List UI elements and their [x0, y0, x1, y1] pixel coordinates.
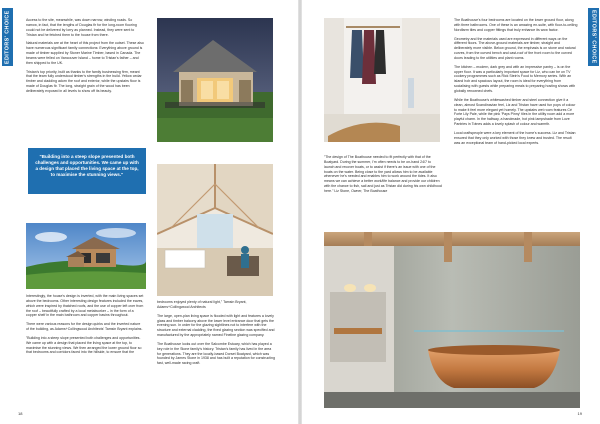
right-col3-text [454, 18, 578, 149]
left-col1-top-text [26, 18, 144, 98]
pull-quote: "Building into a steep slope presented both challenges and opportunities. We came up with a design that placed the living space at the top, to maximise the stunning views." [28, 148, 146, 194]
paragraph: While the Boathouse's whitewashed timber and steel connection give it a clean, almost Scandinavian feel, Liz and Tristan have used fun pops of colour to make it feel more elegant yet homely. The upstairs wet room features Cé Forte Lily Pale, while the pink 'Pays Pinny' tiles in the utility room add a more playful charm. In the hallway, a handmade, hot pink lampshade from Love Pantries in Totnes adds a lovely splash of colour and warmth. [454, 97, 576, 127]
house-dusk-illustration [157, 18, 273, 142]
section-tab-left [0, 0, 14, 424]
paragraph: Local craftspeople were a key element of the home's success. Liz and Tristan ensured that they only worked with those they knew and trusted. The result was an exceptional team of hand-picked local experts. [454, 130, 576, 145]
page-number-left: 18 [18, 411, 23, 416]
section-tab-label: EDITORS' CHOICE [4, 10, 11, 64]
left-col1-bottom-text [26, 294, 144, 359]
paragraph: The Boathouse looks out over the Salcombe Estuary, which has played a key role in the Stone family's history. Tristan's family has lived in the area for generations. They are the locally-based Dorset Boatyard, which was founded by James Stone in 1938 and has built a reputation for constructing fast, well-made racing craft. [157, 341, 275, 366]
page-number-right: 19 [577, 411, 582, 416]
paragraph: Access to the site, meanwhile, was down narrow, winding roads. So narrow, in fact, that the lengths of Douglas fir for the long-room flooring could not be delivered by lorry as planned. Instead, they were sent to Tristan and he fetched them to the house from there. [26, 18, 137, 37]
paragraph: The kitchen – modern, dark grey and with an impressive pantry – is on the upper floor. It was a particularly important space for Liz, who can be on TV cookery programmes such as Rick Stein's Food to Memory series. With an island hob and spacious layout, the room is ideal for everything from socialising with guests while preparing meals to preparing hosting shows with globally renowned chefs. [454, 64, 576, 93]
paragraph: Natural materials are at the heart of this project from the outset. These also have numerous significant family connections: Everything above ground is made of timber supplied by Stoner Marine Timber, based in Canada. The beams were felled on Vancouver Island – home to Tristan's father – and then shipped to the UK. [26, 41, 144, 65]
paragraph: bedrooms enjoyed plenty of natural light," Tamsin Bryant, Adams+Collingwood Architects [157, 300, 247, 309]
section-tab-right [586, 0, 600, 424]
hallway-coats-illustration [324, 18, 440, 142]
paragraph: Geometry and the materials used are expressed in different ways on the different floors. The above-ground materials are timber, straight and deliberately more visible. Below ground, the emphasis is on stone and natural curves, from the curved bench and cast-roof of the front room to the curved doors leading to the utilities and plant rooms. [454, 36, 576, 60]
hallway-coats-photo [324, 18, 440, 142]
bathroom-illustration [324, 232, 580, 408]
right-page [302, 0, 600, 424]
interior-living-photo [157, 164, 273, 296]
exterior-house-photo [26, 223, 146, 289]
paragraph: Interestingly, the house's design is inverted, with the main living spaces set above the bedrooms. Other interesting design features included the eaves, which were inspired by thatched roofs, and the use of copper left over from the roof – beautifully crafted by a local metalworker – in the form of a copper shelf in the main bathroom and copper basins throughout. [26, 294, 144, 318]
left-col2-bottom-text [157, 300, 275, 370]
house-dusk-photo [157, 18, 273, 142]
section-tab-label: EDITORS' CHOICE [590, 10, 597, 64]
interior-living-illustration [157, 164, 273, 296]
right-quote-block: "The design of The Boathouse needed to fit perfectly with that of the Boatyard. During the summer, I'm often needs to be on-hand 24/7 to launch and recover boats, or to assist if there's an issue with one of the boats on the water. Being close to the yard allows him to be available whenever he's needed and enables him to work around the tides. It also means we can achieve a better work/life balance and provide our children with the chance to fish, sail and just as Tristan did during his own childhood here." Liz Stone, Owner, The Boathouse [324, 155, 442, 193]
paragraph: Tristan's top priority, built as thanks to the family businessing firm, meant that the team fully understood timber's strengths in the build. Yellow cedar timber and cladding adorn the roof and exterior, while the upstairs floor is made of Douglas fir. The long, straight grain of the wood has been deliberately exposed in all levels to show off its beauty. [26, 69, 142, 93]
paragraph: The Boathouse's four bedrooms are located on the lower ground floor, along with three bathrooms. One of these is an amazing en-suite, with floor-to-ceiling Nordfarm tiles and copper fittings that truly enhance its wow factor. [454, 18, 578, 32]
left-page [0, 0, 298, 424]
paragraph: The large, open-plan living space is flooded with light and features a lovely glass and timber balcony above the lower level entrance door that gets the evening sun. In order for the glazing sightlines not to interfere with the structure and external cladding, the fixed glazing section was specified and manufactured by the appropriately named Fineline glazing company. [157, 313, 275, 338]
bathroom-copper-tub-photo [324, 232, 580, 408]
paragraph: "Building into a steep slope presented both challenges and opportunities. We came up with a design that placed the living space at the top, to maximise the stunning views. We then arranged the lower ground floor so that bedrooms and corridors faced into the hillside, to ensure that the [26, 335, 142, 355]
exterior-house-illustration [26, 223, 146, 289]
paragraph: There were various reasons for the design quirks and the inverted nature of the building, as Adams+Collingwood Architects' Tamsin Bryant explains. [26, 322, 143, 332]
